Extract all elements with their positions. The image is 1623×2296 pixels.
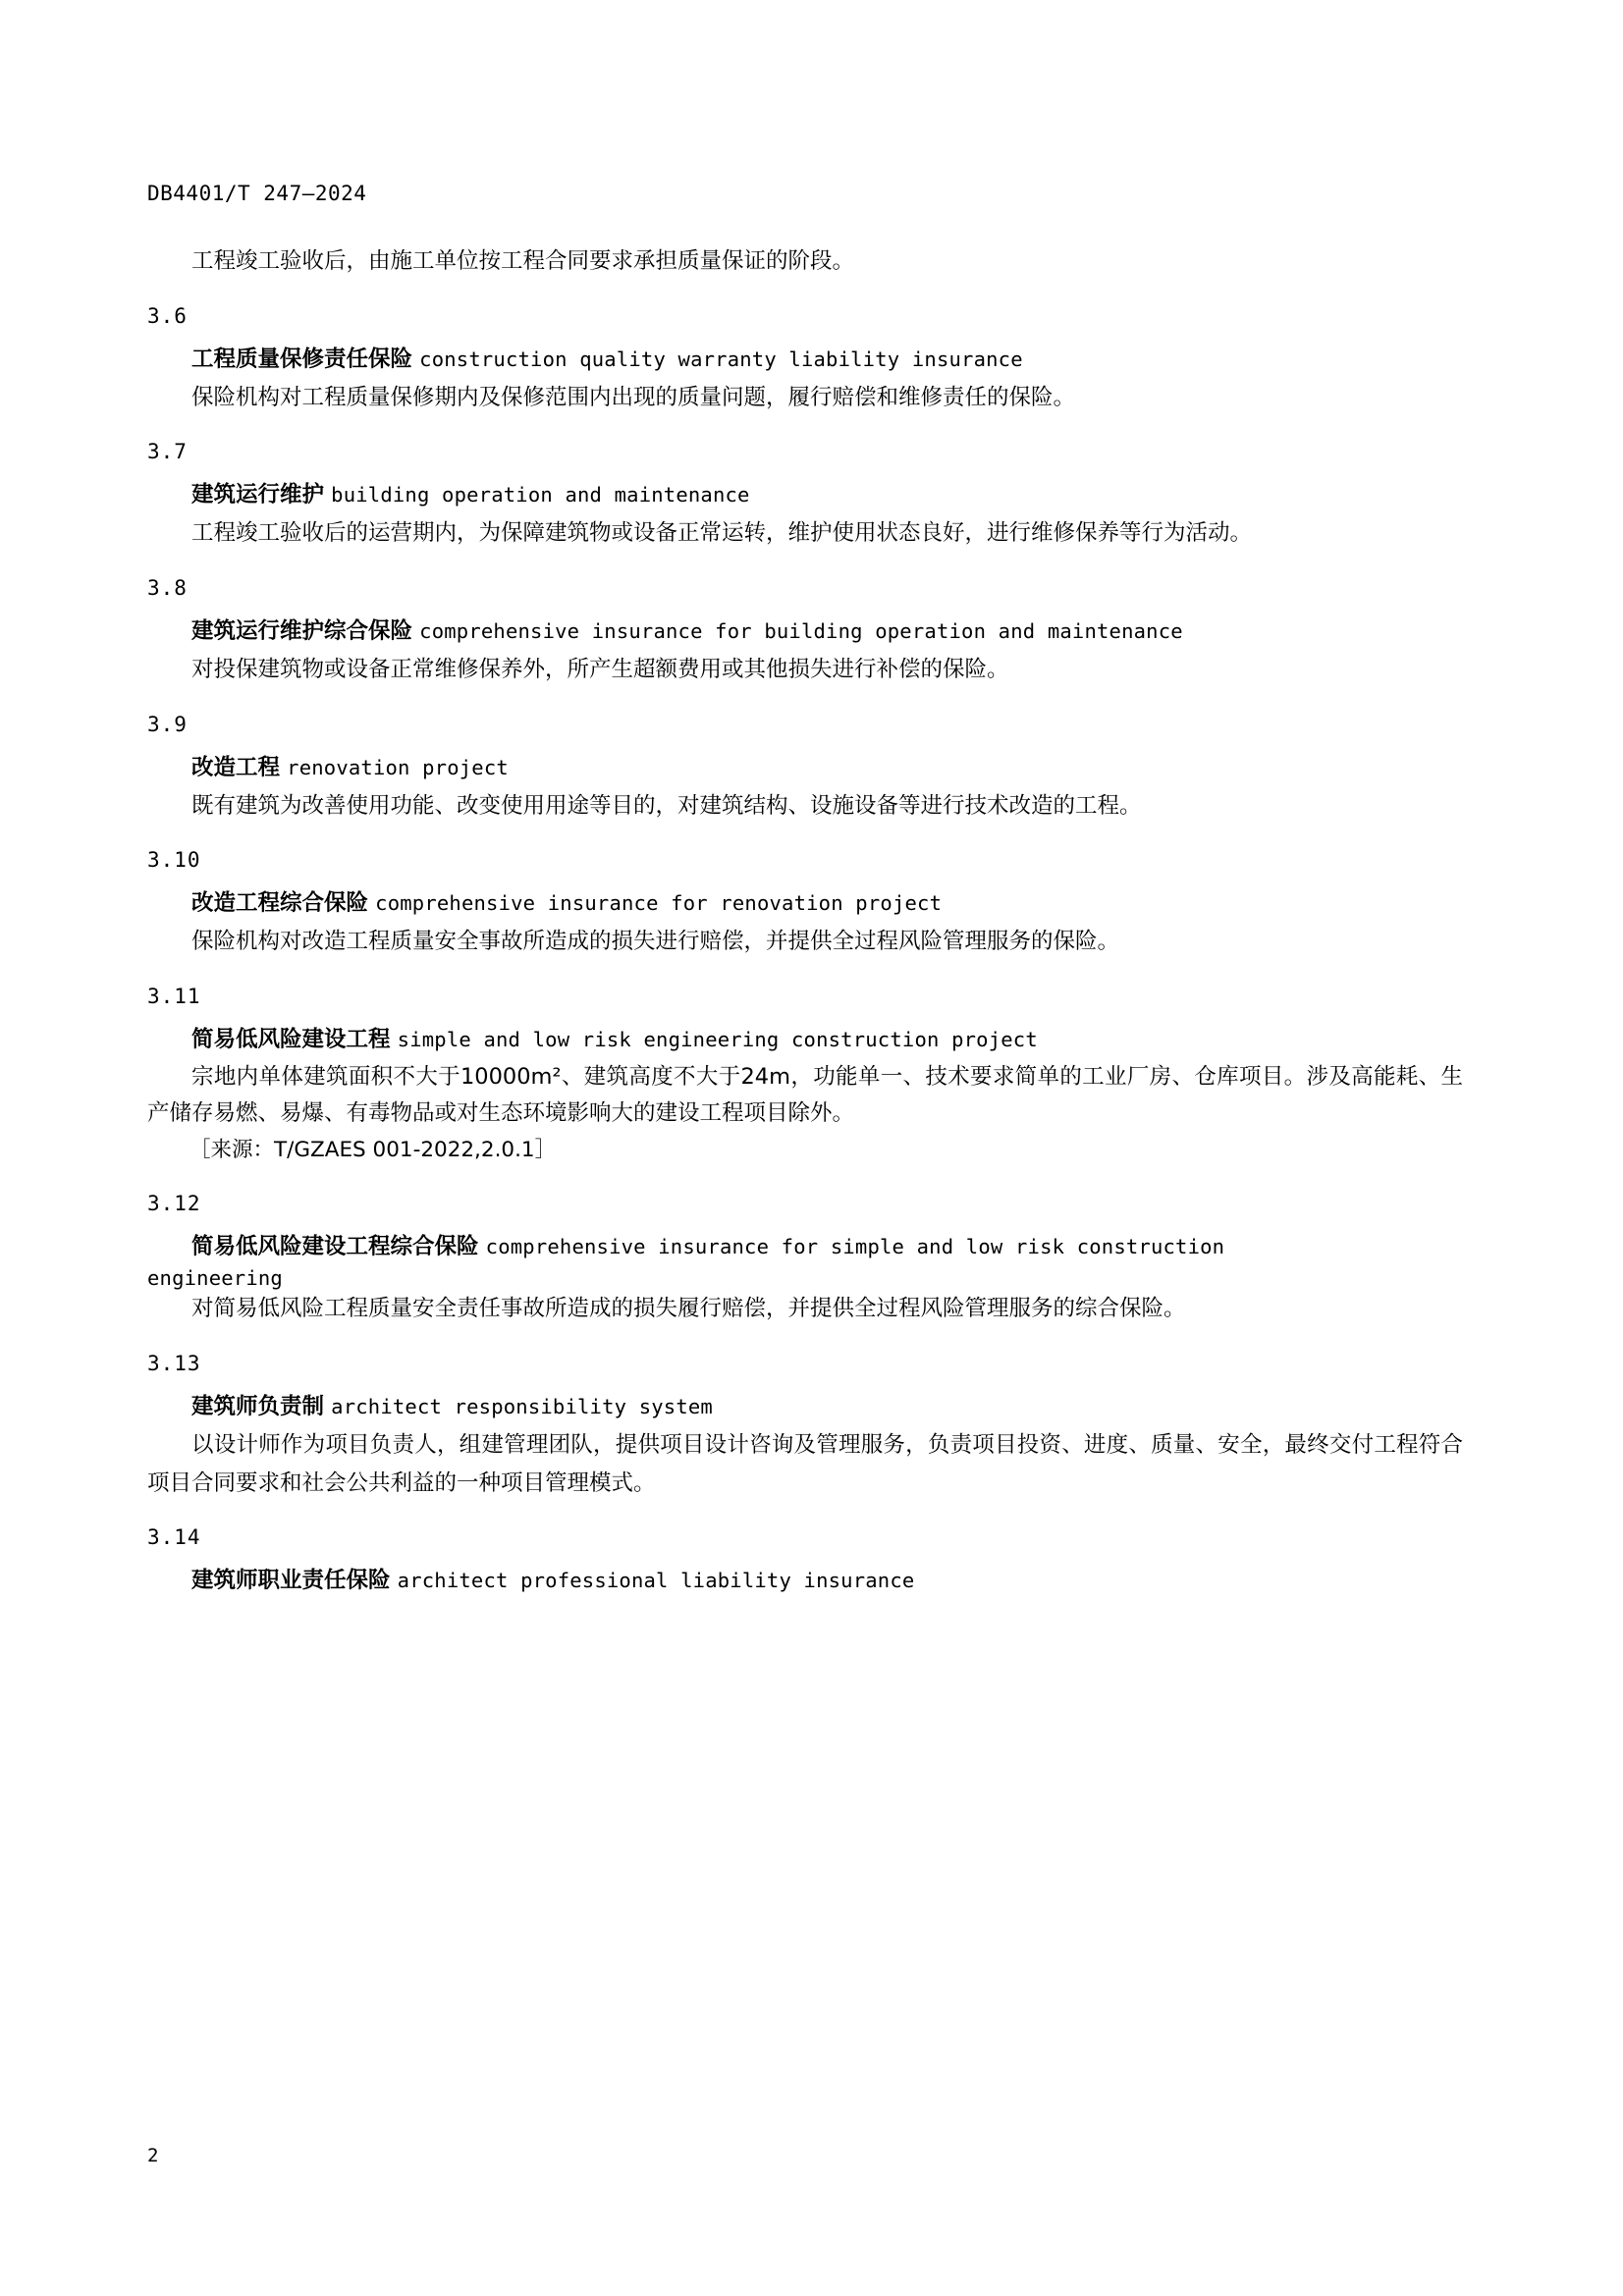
term-english: building operation and maintenance: [331, 483, 750, 507]
clause-3-13: [147, 1352, 1463, 1502]
term-chinese: 建筑师职业责任保险: [191, 1568, 391, 1594]
clause-number: 3.8: [147, 576, 188, 601]
term-heading: [147, 750, 1463, 785]
clause-number: 3.7: [147, 440, 188, 464]
term-heading: [147, 1563, 1463, 1598]
clause-number: 3.6: [147, 303, 188, 328]
term-heading: [147, 1229, 1463, 1264]
term-english: construction quality warranty liability insurance: [419, 347, 1023, 371]
term-chinese: 改造工程: [191, 754, 281, 780]
clause-number: 3.12: [147, 1192, 201, 1216]
clause-3-11: [147, 985, 1463, 1168]
term-heading: [147, 885, 1463, 921]
term-heading: [147, 1389, 1463, 1424]
term-chinese: 改造工程综合保险: [191, 890, 369, 917]
term-definition: 既有建筑为改善使用功能、改变使用用途等目的，对建筑结构、设施设备等进行技术改造的工程。: [191, 792, 1142, 819]
term-definition: 以设计师作为项目负责人，组建管理团队，提供项目设计咨询及管理服务，负责项目投资、进度、质量、安全，最终交付工程符合项目合同要求和社会公共利益的一种项目管理模式。: [147, 1432, 1463, 1496]
clause-number: 3.10: [147, 848, 201, 873]
term-heading: [147, 477, 1463, 512]
term-source-reference: ［来源：T/GZAES 001-2022,2.0.1］: [189, 1137, 557, 1162]
standard-code-header: DB4401/T 247—2024: [147, 182, 367, 205]
term-definition: 保险机构对改造工程质量安全事故所造成的损失进行赔偿，并提供全过程风险管理服务的保险。: [191, 929, 1120, 955]
term-chinese: 简易低风险建设工程综合保险: [191, 1234, 479, 1260]
clause-number: 3.14: [147, 1525, 201, 1550]
intro-paragraph: 工程竣工验收后，由施工单位按工程合同要求承担质量保证的阶段。: [191, 248, 855, 274]
clause-number: 3.9: [147, 712, 188, 736]
term-definition: 宗地内单体建筑面积不大于10000m²、建筑高度不大于24m，功能单一、技术要求简单的工业厂房、仓库项目。涉及高能耗、生产储存易燃、易爆、有毒物品或对生态环境影响大的建设工程项目除外。: [147, 1064, 1463, 1127]
term-chinese: 建筑运行维护: [191, 482, 325, 508]
term-definition: 工程竣工验收后的运营期内，为保障建筑物或设备正常运转，维护使用状态良好，进行维修保养等行为活动。: [191, 520, 1253, 547]
page-number: 2: [147, 2145, 159, 2166]
term-english-continuation: engineering: [147, 1266, 283, 1291]
term-heading: [147, 1022, 1463, 1057]
term-definition: 对投保建筑物或设备正常维修保养外，所产生超额费用或其他损失进行补偿的保险。: [191, 657, 1009, 683]
term-chinese: 建筑运行维护综合保险: [191, 618, 413, 645]
term-english: architect professional liability insurance: [397, 1569, 915, 1593]
term-english: simple and low risk engineering construction project: [397, 1028, 1038, 1052]
term-heading: [147, 614, 1463, 649]
term-definition: 保险机构对工程质量保修期内及保修范围内出现的质量问题，履行赔偿和维修责任的保险。: [191, 384, 1076, 410]
term-english: architect responsibility system: [331, 1395, 713, 1419]
clause-3-14: [147, 1525, 1463, 1598]
clause-3-9: [147, 713, 1463, 826]
term-chinese: 工程质量保修责任保险: [191, 346, 413, 372]
clause-number: 3.13: [147, 1352, 201, 1376]
term-chinese: 简易低风险建设工程: [191, 1027, 391, 1053]
clause-number: 3.11: [147, 985, 201, 1009]
clause-3-10: [147, 848, 1463, 961]
term-english: renovation project: [287, 755, 509, 779]
page-content: [147, 182, 1463, 1600]
clause-3-8: [147, 576, 1463, 689]
clause-3-6: [147, 304, 1463, 417]
term-definition: 对简易低风险工程质量安全责任事故所造成的损失履行赔偿，并提供全过程风险管理服务的综合保险。: [191, 1296, 1186, 1322]
term-heading: [147, 342, 1463, 377]
clause-3-12: [147, 1192, 1463, 1328]
clause-3-7: [147, 440, 1463, 553]
term-chinese: 建筑师负责制: [191, 1394, 325, 1420]
term-english: comprehensive insurance for building operation and maintenance: [419, 619, 1183, 644]
term-english: comprehensive insurance for simple and low risk construction: [485, 1235, 1225, 1259]
term-english: comprehensive insurance for renovation project: [375, 891, 943, 916]
